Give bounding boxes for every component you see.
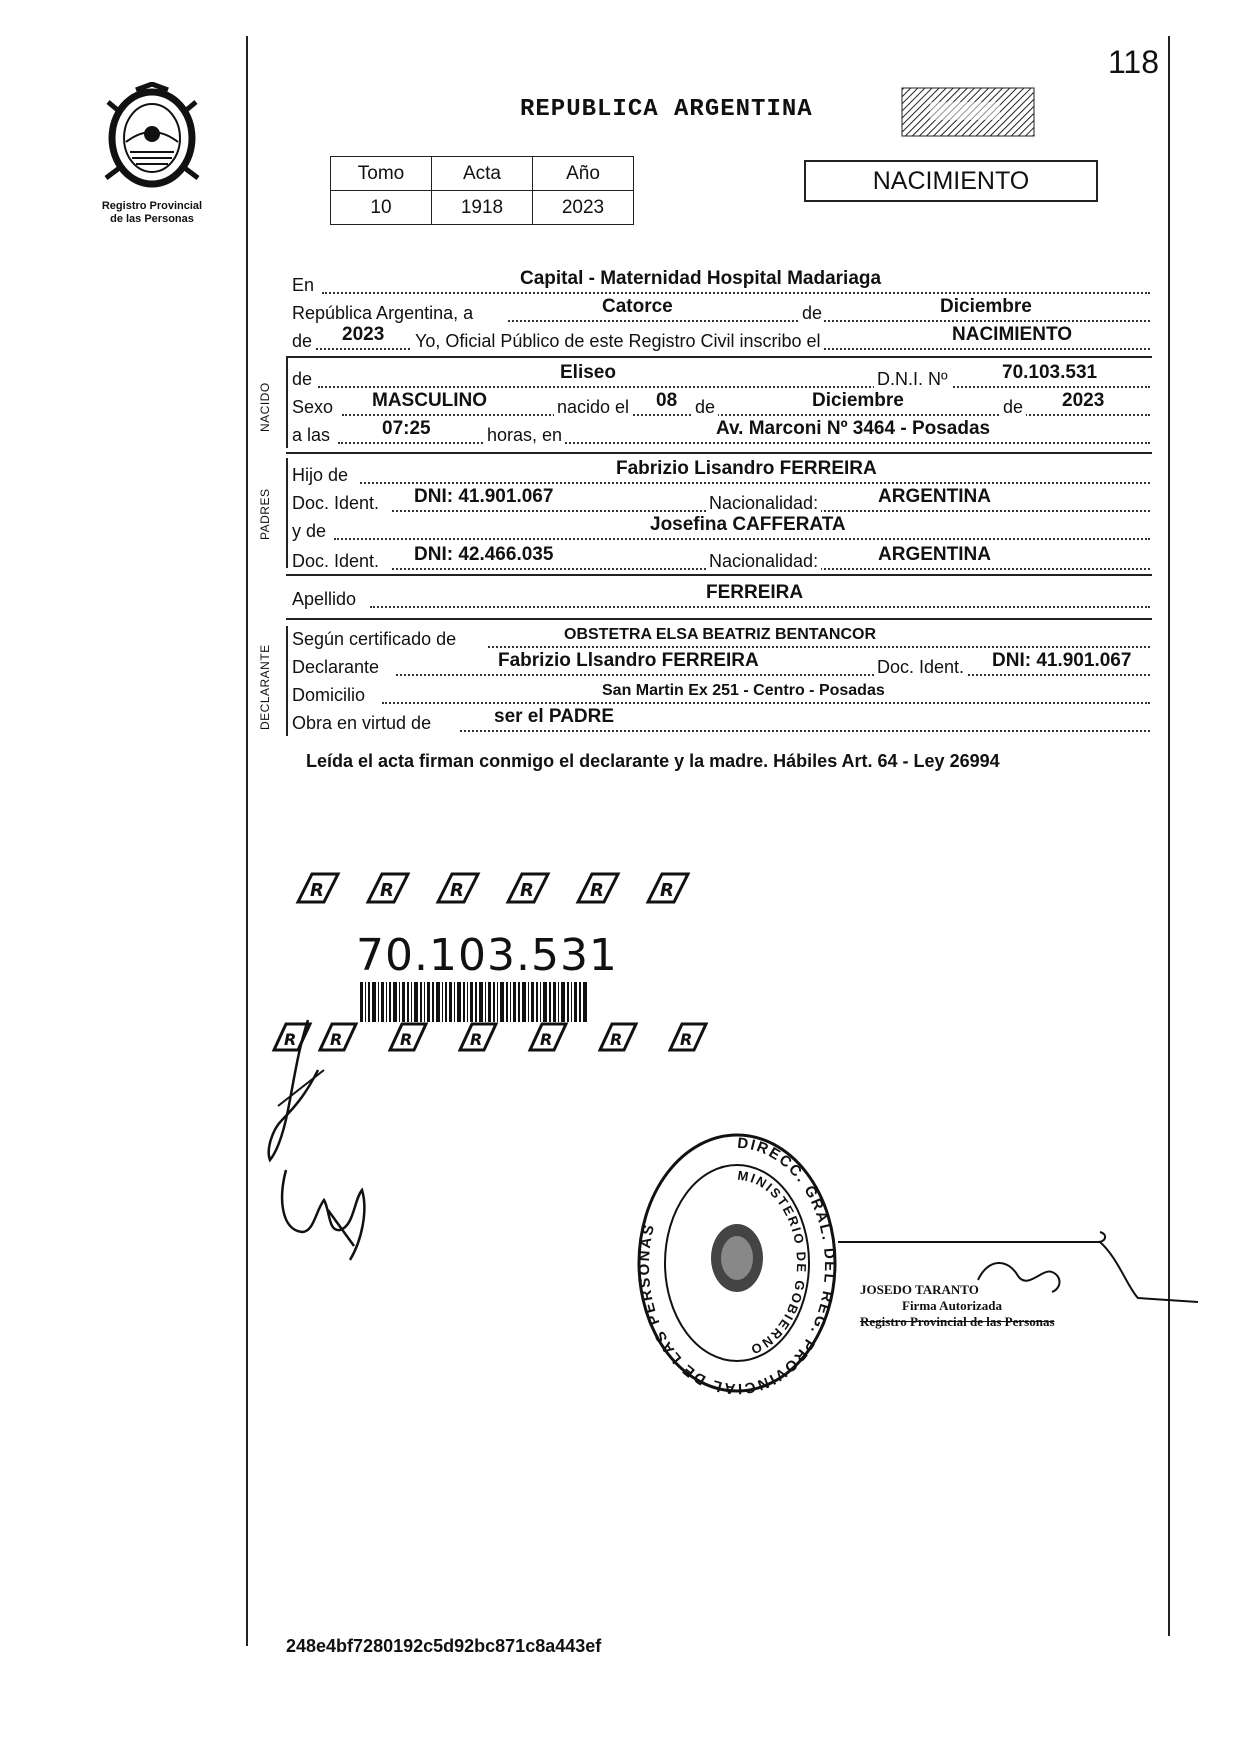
anio-value: 2023 xyxy=(533,191,634,225)
declarante-value: Fabrizio Llsandro FERREIRA xyxy=(498,650,759,671)
tomo-header: Tomo xyxy=(331,157,432,191)
svg-text:R: R xyxy=(310,880,324,901)
seal-inner-text: MINISTERIO DE GOBIERNO xyxy=(736,1167,810,1358)
domicilio-label: Domicilio xyxy=(292,685,366,705)
obra-line xyxy=(292,708,1150,736)
month-value: Diciembre xyxy=(940,296,1032,317)
institution-line1: Registro Provincial xyxy=(101,200,203,212)
certificado-value: OBSTETRA ELSA BEATRIZ BENTANCOR xyxy=(564,626,876,643)
signatory-role: Firma Autorizada xyxy=(902,1298,1003,1313)
mother-doc: DNI: 42.466.035 xyxy=(414,544,554,565)
nacido-de-label-3: de xyxy=(1000,397,1026,418)
obra-value: ser el PADRE xyxy=(494,706,615,727)
yo-text: Yo, Oficial Público de este Registro Civil inscribo el xyxy=(412,331,824,352)
id-print-number: 70.103.531 xyxy=(356,930,618,981)
father-nationality-label: Nacionalidad: xyxy=(706,493,821,514)
section-divider-nacido xyxy=(286,356,1152,358)
place-line xyxy=(292,270,1150,298)
certificado-label: Según certificado de xyxy=(292,629,457,649)
mother-doc-line xyxy=(292,546,1150,574)
sexo-value: MASCULINO xyxy=(372,390,488,411)
declarante-doc-label: Doc. Ident. xyxy=(874,657,967,678)
child-name: Eliseo xyxy=(560,362,616,383)
father-name: Fabrizio Lisandro FERREIRA xyxy=(616,458,877,479)
country-heading: REPUBLICA ARGENTINA xyxy=(520,96,813,123)
acta-value: 1918 xyxy=(432,191,533,225)
nacido-el-label: nacido el xyxy=(554,397,632,418)
father-doc: DNI: 41.901.067 xyxy=(414,486,554,507)
en-label: En xyxy=(292,275,315,295)
horas-label: horas, en xyxy=(484,425,565,446)
apellido-value: FERREIRA xyxy=(706,582,804,603)
father-doc-line xyxy=(292,488,1150,516)
day-words: Catorce xyxy=(602,296,673,317)
father-doc-label: Doc. Ident. xyxy=(292,493,380,513)
apellido-label: Apellido xyxy=(292,589,357,609)
declarante-section-label: DECLARANTE xyxy=(258,644,272,730)
birth-day: 08 xyxy=(656,390,678,411)
official-seal-icon xyxy=(632,1128,842,1398)
sexo-label: Sexo xyxy=(292,397,334,417)
document-type-box: NACIMIENTO xyxy=(804,160,1098,202)
nacido-de-label-2: de xyxy=(692,397,718,418)
mother-line xyxy=(292,516,1150,544)
republica-label: República Argentina, a xyxy=(292,303,474,323)
nacido-sex-line xyxy=(292,392,1150,420)
security-marks-icon xyxy=(294,868,714,908)
nacido-name-line xyxy=(292,364,1150,392)
birth-place: Av. Marconi Nº 3464 - Posadas xyxy=(716,418,991,439)
document-hash: 248e4bf7280192c5d92bc871c8a443ef xyxy=(286,1636,602,1656)
signature-block xyxy=(860,1282,1055,1330)
declarante-doc: DNI: 41.901.067 xyxy=(992,650,1132,671)
domicilio-value: San Martin Ex 251 - Centro - Posadas xyxy=(602,682,885,699)
mother-doc-label: Doc. Ident. xyxy=(292,551,380,571)
declarante-line xyxy=(292,652,1150,680)
page-number: 118 xyxy=(1108,44,1160,80)
padres-section-label: PADRES xyxy=(258,488,272,540)
domicilio-line xyxy=(292,680,1150,708)
inscribe-type: NACIMIENTO xyxy=(952,324,1072,345)
left-margin-line xyxy=(246,36,248,1646)
obra-label: Obra en virtud de xyxy=(292,713,432,733)
birth-month: Diciembre xyxy=(812,390,904,411)
svg-text:R: R xyxy=(284,1030,297,1049)
nacido-bar xyxy=(286,358,288,448)
de-label-2: de xyxy=(292,331,313,351)
legal-notice: Leída el acta firman conmigo el declarante y la madre. Hábiles Art. 64 - Ley 26994 xyxy=(306,751,1000,771)
mother-nationality: ARGENTINA xyxy=(878,544,991,565)
father-nationality: ARGENTINA xyxy=(878,486,991,507)
nacido-time-line xyxy=(292,420,1150,448)
section-divider-padres xyxy=(286,452,1152,454)
security-stamp-icon xyxy=(900,84,1036,140)
misiones-coat-of-arms-icon xyxy=(100,82,204,194)
date-line xyxy=(292,298,1150,326)
mother-nationality-label: Nacionalidad: xyxy=(706,551,821,572)
seal-outer-text: DIRECC. GRAL. DEL REG. PROVINCIAL DE LAS PERSONAS xyxy=(635,1134,838,1398)
certificado-line xyxy=(292,624,1150,652)
de-label: de xyxy=(802,303,823,323)
place-value: Capital - Maternidad Hospital Madariaga xyxy=(520,268,882,289)
nacido-de-label: de xyxy=(292,369,313,389)
signatory-name: JOSEDO TARANTO xyxy=(860,1282,979,1297)
declarante-label: Declarante xyxy=(292,657,380,677)
nacido-section-label: NACIDO xyxy=(258,382,272,432)
declarante-bar xyxy=(286,626,288,736)
right-margin-line xyxy=(1168,36,1170,1636)
year-value: 2023 xyxy=(342,324,385,345)
y-de-label: y de xyxy=(292,521,327,541)
section-divider-apellido xyxy=(286,574,1152,576)
province-logo xyxy=(88,82,216,226)
signatory-office: Registro Provincial de las Personas xyxy=(860,1314,1055,1329)
mother-name: Josefina CAFFERATA xyxy=(650,514,846,535)
apellido-line xyxy=(292,584,1150,612)
acta-header: Acta xyxy=(432,157,533,191)
a-las-label: a las xyxy=(292,425,331,445)
record-table xyxy=(330,156,634,225)
tomo-value: 10 xyxy=(331,191,432,225)
child-dni: 70.103.531 xyxy=(1002,362,1098,383)
hijo-de-label: Hijo de xyxy=(292,465,349,485)
father-line xyxy=(292,460,1150,488)
handwritten-signatures-icon xyxy=(258,1010,408,1280)
birth-time: 07:25 xyxy=(382,418,431,439)
padres-bar xyxy=(286,458,288,568)
birth-year: 2023 xyxy=(1062,390,1105,411)
inscribe-line xyxy=(292,326,1150,354)
institution-line2: de las Personas xyxy=(110,213,194,225)
anio-header: Año xyxy=(533,157,634,191)
dni-label: D.N.I. Nº xyxy=(874,369,951,390)
section-divider-declarante xyxy=(286,618,1152,620)
